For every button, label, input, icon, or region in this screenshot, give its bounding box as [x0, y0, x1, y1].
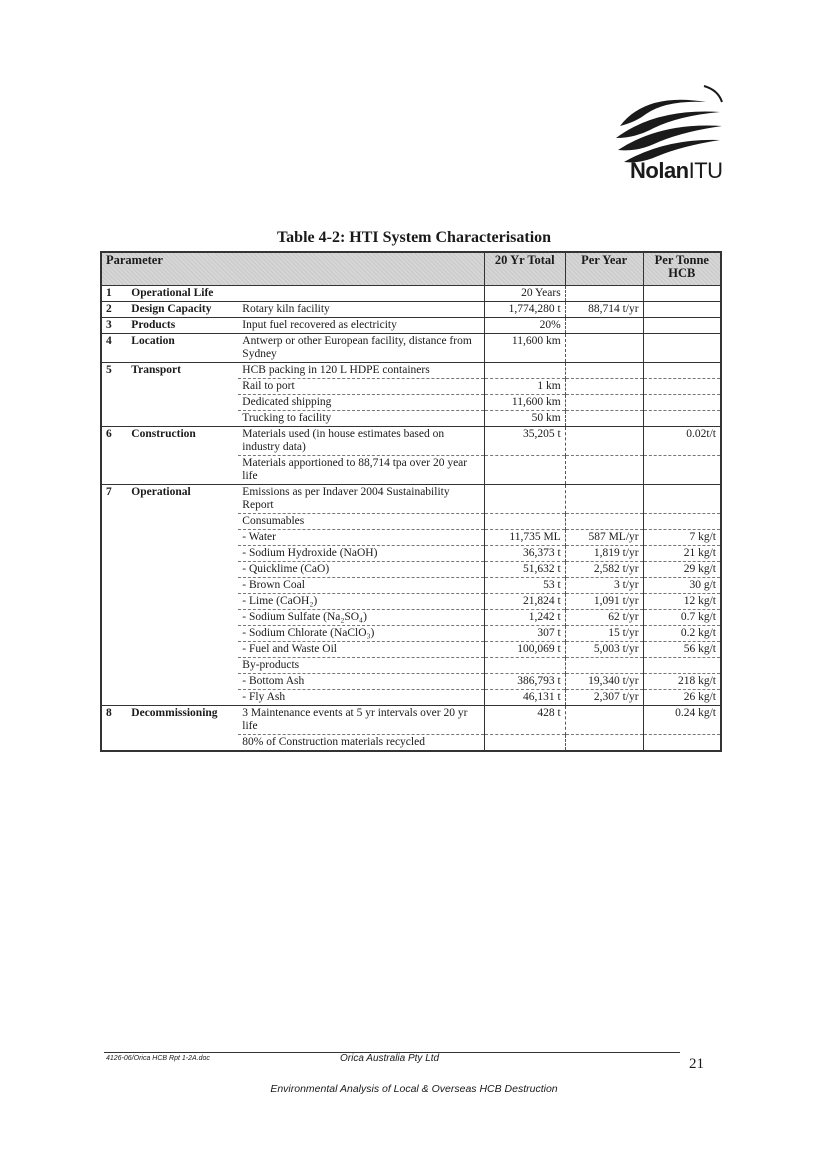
cell-per-year — [565, 363, 643, 379]
param-number: 3 — [101, 318, 127, 334]
cell-20yr-total: 1,242 t — [484, 610, 565, 626]
table-row — [101, 706, 721, 735]
param-name — [127, 658, 238, 674]
cell-per-tonne — [643, 485, 721, 514]
page-number: 21 — [689, 1056, 704, 1072]
param-name — [127, 395, 238, 411]
cell-20yr-total — [484, 485, 565, 514]
table-row — [101, 594, 721, 610]
table-row — [101, 427, 721, 456]
param-name — [127, 642, 238, 658]
cell-per-tonne: 0.2 kg/t — [643, 626, 721, 642]
cell-20yr-total: 20% — [484, 318, 565, 334]
param-name — [127, 735, 238, 752]
param-name — [127, 456, 238, 485]
param-number — [101, 674, 127, 690]
param-description: - Sodium Hydroxide (NaOH) — [238, 546, 484, 562]
cell-per-year: 1,819 t/yr — [565, 546, 643, 562]
table-row — [101, 334, 721, 363]
table-title: Table 4-2: HTI System Characterisation — [276, 229, 552, 246]
param-number — [101, 514, 127, 530]
param-name: Operational Life — [127, 286, 238, 302]
cell-per-tonne: 29 kg/t — [643, 562, 721, 578]
cell-20yr-total — [484, 658, 565, 674]
param-number — [101, 610, 127, 626]
table-row — [101, 658, 721, 674]
param-name: Design Capacity — [127, 302, 238, 318]
param-number: 6 — [101, 427, 127, 456]
param-number — [101, 594, 127, 610]
footer-doc-ref: 4126-06/Orica HCB Rpt 1-2A.doc — [106, 1055, 210, 1062]
table-row — [101, 456, 721, 485]
cell-20yr-total: 11,600 km — [484, 334, 565, 363]
param-description: 80% of Construction materials recycled — [238, 735, 484, 752]
param-name: Decommissioning — [127, 706, 238, 735]
cell-per-tonne: 21 kg/t — [643, 546, 721, 562]
cell-20yr-total: 428 t — [484, 706, 565, 735]
table-row — [101, 302, 721, 318]
cell-per-tonne: 0.24 kg/t — [643, 706, 721, 735]
cell-per-tonne — [643, 395, 721, 411]
param-description: - Lime (CaOH₂) — [238, 594, 484, 610]
table-row — [101, 735, 721, 752]
header-parameter: Parameter — [101, 252, 484, 286]
param-name — [127, 626, 238, 642]
cell-per-year — [565, 735, 643, 752]
cell-per-tonne — [643, 735, 721, 752]
param-name: Products — [127, 318, 238, 334]
cell-per-year — [565, 379, 643, 395]
param-number — [101, 546, 127, 562]
footer-report-title: Environmental Analysis of Local & Overseas HCB Destruction — [270, 1083, 558, 1095]
cell-20yr-total: 386,793 t — [484, 674, 565, 690]
param-name: Location — [127, 334, 238, 363]
param-description: Consumables — [238, 514, 484, 530]
param-description: Antwerp or other European facility, distance from Sydney — [238, 334, 484, 363]
table-row — [101, 485, 721, 514]
table-row — [101, 411, 721, 427]
cell-per-tonne: 26 kg/t — [643, 690, 721, 706]
table-row — [101, 363, 721, 379]
table-row — [101, 674, 721, 690]
param-number — [101, 735, 127, 752]
cell-per-tonne — [643, 411, 721, 427]
param-name — [127, 379, 238, 395]
cell-20yr-total — [484, 363, 565, 379]
param-number: 8 — [101, 706, 127, 735]
param-description: 3 Maintenance events at 5 yr intervals over 20 yr life — [238, 706, 484, 735]
cell-20yr-total: 51,632 t — [484, 562, 565, 578]
param-description: Materials apportioned to 88,714 tpa over 20 year life — [238, 456, 484, 485]
table-row — [101, 690, 721, 706]
cell-per-year: 88,714 t/yr — [565, 302, 643, 318]
table-row — [101, 626, 721, 642]
param-description: - Bottom Ash — [238, 674, 484, 690]
table-row — [101, 286, 721, 302]
table-row — [101, 514, 721, 530]
param-number — [101, 690, 127, 706]
cell-per-tonne — [643, 286, 721, 302]
param-name — [127, 546, 238, 562]
param-description: - Fuel and Waste Oil — [238, 642, 484, 658]
table-row — [101, 578, 721, 594]
param-description: Dedicated shipping — [238, 395, 484, 411]
param-description: Input fuel recovered as electricity — [238, 318, 484, 334]
cell-per-year: 5,003 t/yr — [565, 642, 643, 658]
param-number — [101, 379, 127, 395]
param-name — [127, 530, 238, 546]
cell-per-year: 3 t/yr — [565, 578, 643, 594]
cell-20yr-total: 11,735 ML — [484, 530, 565, 546]
cell-per-tonne — [643, 514, 721, 530]
param-number — [101, 642, 127, 658]
param-name — [127, 674, 238, 690]
param-name: Transport — [127, 363, 238, 379]
param-description: - Sodium Chlorate (NaClO₃) — [238, 626, 484, 642]
cell-20yr-total: 307 t — [484, 626, 565, 642]
table-row — [101, 642, 721, 658]
cell-per-tonne: 218 kg/t — [643, 674, 721, 690]
cell-20yr-total: 35,205 t — [484, 427, 565, 456]
param-name: Construction — [127, 427, 238, 456]
param-number — [101, 562, 127, 578]
param-description: Rail to port — [238, 379, 484, 395]
param-description: Trucking to facility — [238, 411, 484, 427]
table-row — [101, 610, 721, 626]
cell-per-year — [565, 456, 643, 485]
param-name — [127, 690, 238, 706]
param-description: - Brown Coal — [238, 578, 484, 594]
cell-per-year: 62 t/yr — [565, 610, 643, 626]
cell-per-tonne — [643, 379, 721, 395]
cell-per-year: 19,340 t/yr — [565, 674, 643, 690]
cell-20yr-total — [484, 514, 565, 530]
cell-per-tonne: 30 g/t — [643, 578, 721, 594]
param-name: Operational — [127, 485, 238, 514]
logo-name-light: ITU — [688, 158, 723, 183]
cell-per-tonne: 0.7 kg/t — [643, 610, 721, 626]
cell-per-year: 15 t/yr — [565, 626, 643, 642]
cell-per-year: 1,091 t/yr — [565, 594, 643, 610]
cell-per-year — [565, 318, 643, 334]
cell-20yr-total: 21,824 t — [484, 594, 565, 610]
cell-per-year — [565, 286, 643, 302]
cell-per-tonne — [643, 302, 721, 318]
system-characterisation-table — [100, 251, 722, 752]
header-per-tonne: Per Tonne HCB — [643, 252, 721, 286]
cell-20yr-total: 20 Years — [484, 286, 565, 302]
cell-20yr-total: 36,373 t — [484, 546, 565, 562]
cell-per-tonne: 12 kg/t — [643, 594, 721, 610]
table-row — [101, 562, 721, 578]
cell-per-tonne: 56 kg/t — [643, 642, 721, 658]
cell-per-year — [565, 334, 643, 363]
param-name — [127, 562, 238, 578]
param-number — [101, 626, 127, 642]
param-description: - Fly Ash — [238, 690, 484, 706]
param-description: - Quicklime (CaO) — [238, 562, 484, 578]
cell-per-tonne — [643, 658, 721, 674]
param-description: Materials used (in house estimates based on industry data) — [238, 427, 484, 456]
cell-per-year — [565, 485, 643, 514]
cell-per-year — [565, 411, 643, 427]
param-description: - Sodium Sulfate (Na₂SO₄) — [238, 610, 484, 626]
param-number: 1 — [101, 286, 127, 302]
cell-per-tonne — [643, 334, 721, 363]
param-description — [238, 286, 484, 302]
param-name — [127, 411, 238, 427]
param-number: 5 — [101, 363, 127, 379]
cell-20yr-total: 46,131 t — [484, 690, 565, 706]
param-name — [127, 594, 238, 610]
cell-20yr-total: 50 km — [484, 411, 565, 427]
param-description: Rotary kiln facility — [238, 302, 484, 318]
param-number — [101, 578, 127, 594]
cell-20yr-total: 1,774,280 t — [484, 302, 565, 318]
cell-20yr-total — [484, 456, 565, 485]
param-number — [101, 658, 127, 674]
cell-per-year: 2,307 t/yr — [565, 690, 643, 706]
cell-per-year — [565, 427, 643, 456]
table-row — [101, 546, 721, 562]
header-total: 20 Yr Total — [484, 252, 565, 286]
table-row — [101, 318, 721, 334]
cell-per-year — [565, 706, 643, 735]
cell-per-tonne — [643, 318, 721, 334]
cell-20yr-total: 53 t — [484, 578, 565, 594]
header-per-year: Per Year — [565, 252, 643, 286]
param-description: - Water — [238, 530, 484, 546]
param-number: 4 — [101, 334, 127, 363]
param-description: Emissions as per Indaver 2004 Sustainability Report — [238, 485, 484, 514]
cell-per-year: 587 ML/yr — [565, 530, 643, 546]
logo-name-bold: Nolan — [630, 158, 689, 183]
table-row — [101, 379, 721, 395]
cell-per-year: 2,582 t/yr — [565, 562, 643, 578]
cell-per-year — [565, 395, 643, 411]
param-number — [101, 456, 127, 485]
cell-20yr-total: 11,600 km — [484, 395, 565, 411]
table-body — [101, 286, 721, 752]
param-number — [101, 411, 127, 427]
param-number: 7 — [101, 485, 127, 514]
cell-per-tonne — [643, 363, 721, 379]
param-description: By-products — [238, 658, 484, 674]
param-number — [101, 530, 127, 546]
logo-wordmark — [630, 158, 723, 184]
cell-20yr-total: 100,069 t — [484, 642, 565, 658]
cell-20yr-total — [484, 735, 565, 752]
table-row — [101, 530, 721, 546]
param-number: 2 — [101, 302, 127, 318]
param-name — [127, 514, 238, 530]
param-name — [127, 610, 238, 626]
cell-per-tonne — [643, 456, 721, 485]
table-header-row — [101, 252, 721, 286]
cell-per-year — [565, 658, 643, 674]
table-row — [101, 395, 721, 411]
cell-20yr-total: 1 km — [484, 379, 565, 395]
footer-company: Orica Australia Pty Ltd — [340, 1053, 440, 1064]
param-name — [127, 578, 238, 594]
param-description: HCB packing in 120 L HDPE containers — [238, 363, 484, 379]
cell-per-tonne: 0.02t/t — [643, 427, 721, 456]
cell-per-year — [565, 514, 643, 530]
param-number — [101, 395, 127, 411]
cell-per-tonne: 7 kg/t — [643, 530, 721, 546]
